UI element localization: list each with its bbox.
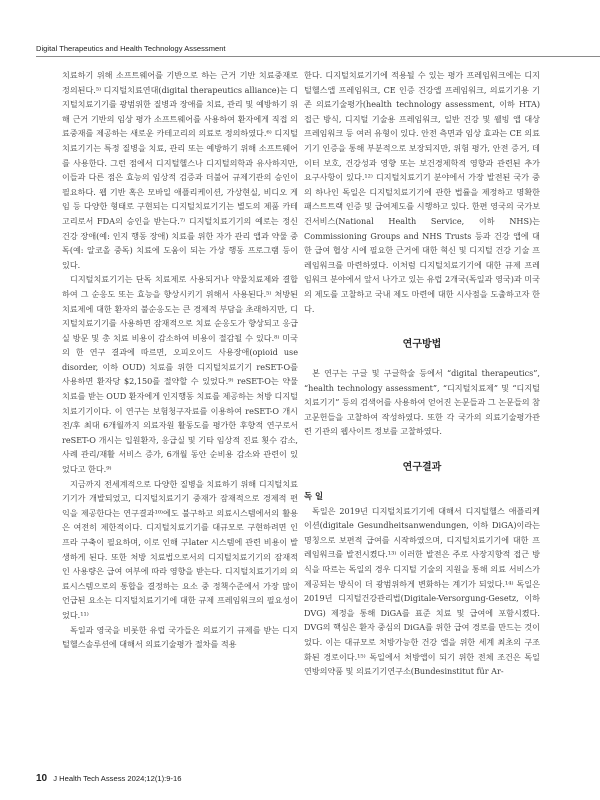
body-paragraph: 본 연구는 구글 및 구글학술 등에서 “digital therapeutics”, “health technology assessment”, “디지털치료제” 및 “디지털치료기기” 등의 검색어를 사용하여 얻어진 논문들과 그 논문들의 참고문헌들을 고찰하여 작성하였다. 또한 각 국가의 의료기술평가관련 기관의 웹사이트 정보를 고찰하였다.	[304, 368, 540, 437]
left-column	[62, 68, 298, 652]
page-footer	[36, 773, 181, 784]
body-paragraph: 치료하기 위해 소프트웨어를 기반으로 하는 근거 기반 치료중재로 정의된다.⁵⁾ 디지털치료연대(digital therapeutics alliance)는 디지털치료기기를 광범위한 질병과 장애를 치료, 관리 및 예방하기 위해 근거 기반의 임상 평가 소프트웨어를 사용하여 환자에게 직접 의료중재를 제공하는 새로운 카테고리의 의료로 정의하였다.⁶⁾ 디지털치료기기는 특정 질병을 치료, 관리 또는 예방하기 위해 소프트웨어를 사용한다. 그런 점에서 디지털헬스나 디지털의학과 유사하지만, 이들과 다른 점은 효능의 임상적 검증과 더불어 규제기관의 승인이 필요하다. 웹 기반 혹은 모바일 애플리케이션, 가상현실, 비디오 게임 등 다양한 형태로 구현되는 디지털치료기기는 별도의 제품 카테고리로서 FDA의 승인을 받는다.⁷⁾ 디지털치료기기의 예로는 정신건강 장애(예: 인지 행동 장애) 치료를 위한 자가 관리 앱과 약물 중독(예: 알코올 중독) 치료에 도움이 되는 가상 행동 프로그램 등이 있다.	[62, 70, 298, 270]
section-title-methods: 연구방법	[402, 339, 442, 351]
page-number: 10	[36, 773, 48, 784]
section-title-results: 연구결과	[402, 462, 442, 474]
right-column	[304, 68, 540, 679]
body-paragraph: 디지털치료기기는 단독 치료제로 사용되거나 약물치료제와 결합하여 그 순응도 또는 효능을 향상시키기 위해서 사용된다.⁵⁾ 처방된 치료제에 대한 환자의 불순응도는 큰 경제적 부담을 초래하지만, 디지털치료기기를 사용하면 잠재적으로 치료 순응도가 향상되고 응급실 방문 및 총 치료 비용이 감소하여 비용이 절감될 수 있다.⁸⁾ 미국의 한 연구 결과에 따르면, 오피오이드 사용장애(opioid use disorder, 이하 OUD) 치료를 위한 디지털치료기기 reSET-O를 사용하면 환자당 $2,150를 절약할 수 있었다.⁹⁾ reSET-O는 약물치료를 받는 OUD 환자에게 인지행동 치료를 제공하는 처방 디지털치료기기이다. 이 연구는 보험청구자료를 이용하여 reSET-O 개시 전/후 최대 6개월까지 의료자원 활동도를 평가한 후향적 연구로서 reSET-O 개시는 입원환자, 응급실 및 기타 임상적 진료 횟수 감소, 사례 관리/재활 서비스 증가, 6개월 동안 순비용 감소와 관련이 있었다고 한다.⁹⁾	[62, 274, 298, 475]
header-rule	[36, 56, 600, 57]
body-paragraph: 독일은 2019년 디지털치료기기에 대해서 디지털헬스 애플리케이션(digitale Gesundheitsanwendungen, 이하 DiGA)이라는 명칭으로 보편적 급여를 시작하였으며, 디지털치료기기에 대한 프레임워크를 발전시켰다.¹³⁾ 이러한 발전은 주로 사장지향적 접근 방식을 따르는 독일의 경우 디지털 기술의 지원을 통해 의료 서비스가 제공되는 방식이 더 광범위하게 변화하는 계기가 되었다.¹⁴⁾ 독일은 2019년 디지털건강관리법(Digitale-Versorgung-Gesetz, 이하 DVG) 제정을 통해 DiGA를 표준 치료 및 급여에 포함시켰다. DVG의 핵심은 환자 중심의 DiGA를 위한 급여 경로를 만드는 것이었다. 이는 대규모로 처방가능한 건강 앱을 위한 세계 최초의 구조화된 경로이다.¹⁵⁾ 독일에서 처방앱이 되기 위한 전체 조건은 독일 연방의약품 및 의료기기연구소(Bundesinstitut für Ar-	[304, 505, 540, 677]
body-paragraph: 독일과 영국을 비롯한 유럽 국가들은 의료기기 규제를 받는 디지털헬스솔루션에 대해서 의료기술평가 절차를 적용	[62, 624, 298, 650]
body-paragraph: 지금까지 전세계적으로 다양한 질병을 치료하기 위해 디지털치료기기가 개발되었고, 디지털치료기기 중재가 잠재적으로 경제적 편익을 제공한다는 연구결과¹⁰⁾에도 불구하고 의료시스템에서의 활용은 여전히 제한적이다. 디지털치료기기를 대규모로 구현하려면 인프라 구축이 필요하며, 이로 인해 구later 시스템에 관련 비용이 발생하게 된다. 또한 처방 치료법으로서의 디지털치료기기의 잠재적인 사용량은 급여 여부에 따라 영향을 받는다. 디지털치료기기의 의료시스템으로의 통합을 결정하는 요소 중 정책수준에서 가장 많이 언급된 요소는 디지털치료기기에 대한 규제 프레임워크의 필요성이었다.¹¹⁾	[62, 478, 298, 620]
journal-citation: J Health Tech Assess 2024;12(1):9-16	[53, 774, 182, 783]
body-paragraph: 한다. 디지털치료기기에 적용될 수 있는 평가 프레임워크에는 디지털헬스앱 프레임워크, CE 인증 건강앱 프레임워크, 의료기기용 기존 의료기술평가(health technology assessment, 이하 HTA) 접근 방식, 디지털 기술용 프레임워크, 일반 건강 및 웰빙 앱 대상 프레임워크 등 여러 유형이 있다. 안전 측면과 임상 효과는 CE 의료기기 인증을 통해 부분적으로 보장되지만, 위험 평가, 안전 증거, 데이터 보호, 건강성과 영향 또는 보건경제학적 영향과 관련된 추가 요구사항이 있다.¹²⁾ 디지털치료기기 분야에서 가장 발전된 국가 중의 하나인 독일은 디지털치료기기에 관한 법률을 제정하고 명확한 패스트트랙 인증 및 급여제도를 시행하고 있다. 한편 영국의 국가보건서비스(National Health Service, 이하 NHS)는 Commissioning Groups and NHS Trusts 등과 건강 앱에 대한 급여 협상 시에 필요한 근거에 대한 혁신 및 디지털 건강 기술 프레임워크를 마련하였다. 이처럼 디지털치료기기에 대한 규제 프레임워크 분야에서 앞서 나가고 있는 유럽 2개국(독일과 영국)과 미국의 제도를 고찰하고 국내 제도 마련에 대한 시사점을 도출하고자 한다.	[304, 70, 540, 314]
running-header: Digital Therapeutics and Health Technology Assessment	[36, 44, 226, 53]
subsection-title-germany: 독 일	[304, 491, 324, 502]
